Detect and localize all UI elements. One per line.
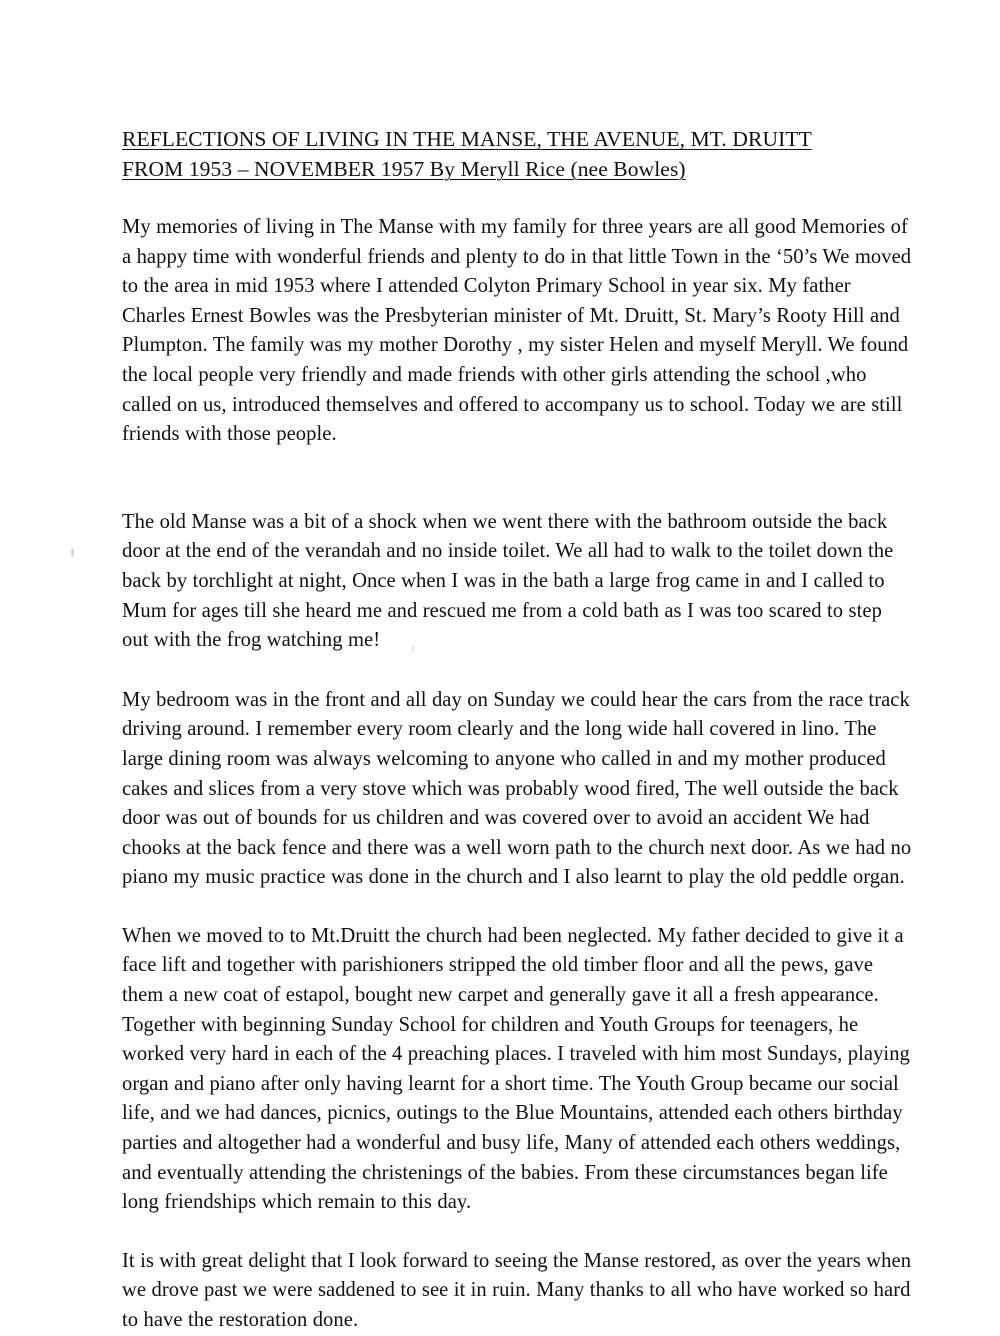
paragraph-1: My memories of living in The Manse with my family for three years are all good Memories of a happy time with wonderful friends and plenty to do in that little Town in the ‘50’s We moved to the area in mid 1953 where I attended Colyton Primary School in year six. My father Charles Ernest Bowles was the Presbyterian minister of Mt. Druitt, St. Mary’s Rooty Hill and Plumpton. The family was my mother Dorothy , my sister Helen and myself Meryll. We found the local people very friendly and made friends with other girls attending the school ,who called on us, introduced themselves and offered to accompany us to school. Today we are still friends with those people. [122,216,912,446]
document-title [122,124,912,184]
document-title-line-2-text: FROM 1953 – NOVEMBER 1957 By Meryll Rice (nee Bowles) [122,157,686,181]
spacer [122,893,912,922]
spacer [122,184,912,213]
spacer [122,1218,912,1247]
document-title-line-2 [122,154,912,184]
scan-artifact-speck [71,548,74,557]
document-title-line-1 [122,124,912,154]
document-body [122,124,912,1336]
paragraph-4: When we moved to to Mt.Druitt the church had been neglected. My father decided to give it a face lift and together with parishioners stripped the old timber floor and all the pews, gave them a new coat of estapol, bought new carpet and generally gave it all a fresh appearance. Together with beginning Sunday School for children and Youth Groups for teenagers, he worked very hard in each of the 4 preaching places. I traveled with him most Sundays, playing organ and piano after only having learnt for a short time. The Youth Group became our social life, and we had dances, picnics, outings to the Blue Mountains, attended each others birthday parties and altogether had a wonderful and busy life, Many of attended each others weddings, and eventually attending the christenings of the babies. From these circumstances began life long friendships which remain to this day. [122,924,910,1214]
paragraph-2: The old Manse was a bit of a shock when we went there with the bathroom outside the back door at the end of the verandah and no inside toilet. We all had to walk to the toilet down the back by torchlight at night, Once when I was in the bath a large frog came in and I called to Mum for ages till she heard me and rescued me from a cold bath as I was too scared to step out with the frog watching me! [122,510,894,652]
paragraph-5: It is with great delight that I look forward to seeing the Manse restored, as over the years when we drove past we were saddened to see it in ruin. Many thanks to all who have worked so hard to have the restoration done. [122,1249,912,1331]
document-title-line-1-text: REFLECTIONS OF LIVING IN THE MANSE, THE AVENUE, MT. DRUITT [122,127,812,151]
spacer [122,450,912,508]
paragraph-3: My bedroom was in the front and all day on Sunday we could hear the cars from the race track driving around. I remember every room clearly and the long wide hall covered in lino. The large dining room was always welcoming to anyone who called in and my mother produced cakes and slices from a very stove which was probably wood fired, The well outside the back door was out of bounds for us children and was covered over to avoid an accident We had chooks at the back fence and there was a well worn path to the church next door. As we had no piano my music practice was done in the church and I also learnt to play the old peddle organ. [122,688,912,889]
spacer [122,656,912,686]
